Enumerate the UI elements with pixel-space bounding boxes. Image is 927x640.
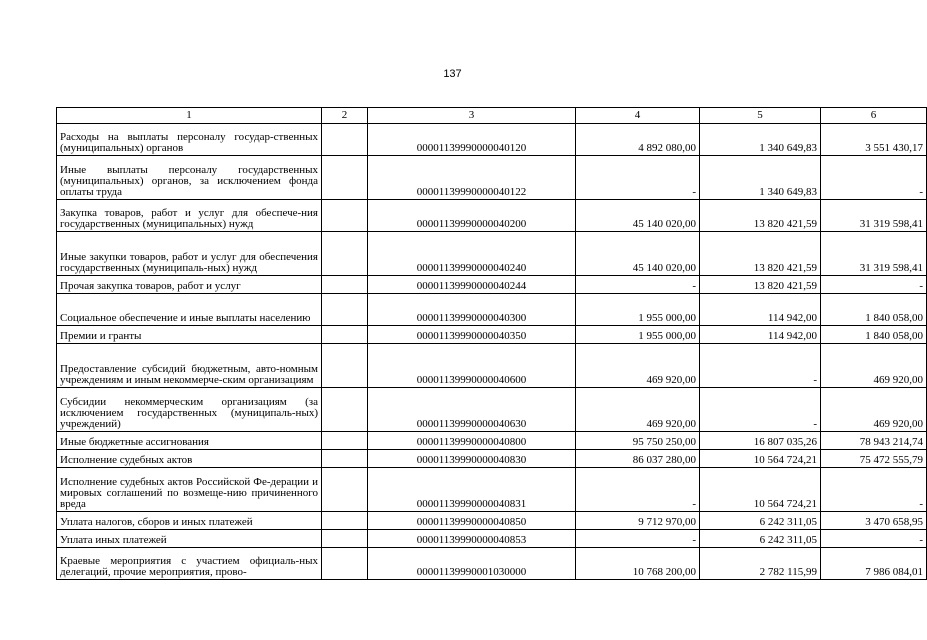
row-name-cell: Социальное обеспечение и иные выплаты населению xyxy=(57,294,322,326)
row-col2-cell xyxy=(322,326,368,344)
header-cell: 4 xyxy=(576,108,700,124)
row-planned-cell: 1 955 000,00 xyxy=(576,294,700,326)
row-code-cell: 00001139990000040600 xyxy=(368,344,576,388)
header-row xyxy=(57,108,927,124)
row-col2-cell xyxy=(322,294,368,326)
row-remaining-cell: 469 920,00 xyxy=(821,344,927,388)
row-code-cell: 00001139990000040830 xyxy=(368,450,576,468)
row-code-cell: 00001139990000040122 xyxy=(368,156,576,200)
header-cell: 1 xyxy=(57,108,322,124)
row-planned-cell: 45 140 020,00 xyxy=(576,200,700,232)
row-remaining-cell: - xyxy=(821,156,927,200)
row-code-cell: 00001139990000040244 xyxy=(368,276,576,294)
row-name-cell: Расходы на выплаты персоналу государ-ственных (муниципальных) органов xyxy=(57,124,322,156)
table-row xyxy=(57,548,927,580)
table-row xyxy=(57,432,927,450)
row-executed-cell: 1 340 649,83 xyxy=(700,124,821,156)
row-code-cell: 00001139990000040200 xyxy=(368,200,576,232)
row-executed-cell: 6 242 311,05 xyxy=(700,530,821,548)
table-row xyxy=(57,344,927,388)
row-planned-cell: 95 750 250,00 xyxy=(576,432,700,450)
row-code-cell: 00001139990000040630 xyxy=(368,388,576,432)
row-planned-cell: 4 892 080,00 xyxy=(576,124,700,156)
row-executed-cell: - xyxy=(700,388,821,432)
row-name-cell: Исполнение судебных актов xyxy=(57,450,322,468)
row-name-cell: Премии и гранты xyxy=(57,326,322,344)
row-col2-cell xyxy=(322,124,368,156)
table-row xyxy=(57,450,927,468)
row-col2-cell xyxy=(322,156,368,200)
table-row xyxy=(57,156,927,200)
row-name-cell: Уплата налогов, сборов и иных платежей xyxy=(57,512,322,530)
row-code-cell: 00001139990001030000 xyxy=(368,548,576,580)
row-col2-cell xyxy=(322,530,368,548)
row-executed-cell: - xyxy=(700,344,821,388)
table-row xyxy=(57,326,927,344)
row-planned-cell: 469 920,00 xyxy=(576,344,700,388)
row-code-cell: 00001139990000040831 xyxy=(368,468,576,512)
row-col2-cell xyxy=(322,548,368,580)
row-executed-cell: 13 820 421,59 xyxy=(700,200,821,232)
row-remaining-cell: 3 551 430,17 xyxy=(821,124,927,156)
header-cell: 3 xyxy=(368,108,576,124)
table-row xyxy=(57,468,927,512)
row-col2-cell xyxy=(322,232,368,276)
row-remaining-cell: 3 470 658,95 xyxy=(821,512,927,530)
row-executed-cell: 6 242 311,05 xyxy=(700,512,821,530)
row-executed-cell: 13 820 421,59 xyxy=(700,232,821,276)
row-code-cell: 00001139990000040300 xyxy=(368,294,576,326)
row-remaining-cell: - xyxy=(821,276,927,294)
table-row xyxy=(57,294,927,326)
row-executed-cell: 10 564 724,21 xyxy=(700,468,821,512)
row-executed-cell: 16 807 035,26 xyxy=(700,432,821,450)
row-code-cell: 00001139990000040850 xyxy=(368,512,576,530)
row-col2-cell xyxy=(322,468,368,512)
row-remaining-cell: - xyxy=(821,468,927,512)
row-planned-cell: 1 955 000,00 xyxy=(576,326,700,344)
row-planned-cell: 86 037 280,00 xyxy=(576,450,700,468)
row-name-cell: Предоставление субсидий бюджетным, авто-номным учреждениям и иным некоммерче-ским организациям xyxy=(57,344,322,388)
row-name-cell: Краевые мероприятия с участием официаль-ных делегаций, прочие мероприятия, прово- xyxy=(57,548,322,580)
row-code-cell: 00001139990000040240 xyxy=(368,232,576,276)
row-code-cell: 00001139990000040120 xyxy=(368,124,576,156)
row-planned-cell: - xyxy=(576,156,700,200)
table-row xyxy=(57,232,927,276)
row-planned-cell: - xyxy=(576,530,700,548)
row-code-cell: 00001139990000040350 xyxy=(368,326,576,344)
row-remaining-cell: 75 472 555,79 xyxy=(821,450,927,468)
row-remaining-cell: 1 840 058,00 xyxy=(821,326,927,344)
header-cell: 5 xyxy=(700,108,821,124)
row-name-cell: Исполнение судебных актов Российской Фе-дерации и мировых соглашений по возмеще-нию причиненного вреда xyxy=(57,468,322,512)
row-remaining-cell: 1 840 058,00 xyxy=(821,294,927,326)
row-name-cell: Прочая закупка товаров, работ и услуг xyxy=(57,276,322,294)
row-col2-cell xyxy=(322,276,368,294)
row-col2-cell xyxy=(322,388,368,432)
table-row xyxy=(57,530,927,548)
row-planned-cell: - xyxy=(576,468,700,512)
row-planned-cell: - xyxy=(576,276,700,294)
row-planned-cell: 10 768 200,00 xyxy=(576,548,700,580)
row-remaining-cell: 31 319 598,41 xyxy=(821,232,927,276)
row-remaining-cell: 31 319 598,41 xyxy=(821,200,927,232)
row-name-cell: Субсидии некоммерческим организациям (за исключением государственных (муниципаль-ных) учреждений) xyxy=(57,388,322,432)
row-name-cell: Закупка товаров, работ и услуг для обеспече-ния государственных (муниципальных) нужд xyxy=(57,200,322,232)
row-name-cell: Уплата иных платежей xyxy=(57,530,322,548)
page-number: 137 xyxy=(443,68,462,80)
row-remaining-cell: - xyxy=(821,530,927,548)
row-col2-cell xyxy=(322,344,368,388)
table-row xyxy=(57,124,927,156)
table-row xyxy=(57,276,927,294)
header-cell: 6 xyxy=(821,108,927,124)
row-code-cell: 00001139990000040853 xyxy=(368,530,576,548)
row-name-cell: Иные бюджетные ассигнования xyxy=(57,432,322,450)
table-row xyxy=(57,512,927,530)
row-col2-cell xyxy=(322,200,368,232)
row-remaining-cell: 7 986 084,01 xyxy=(821,548,927,580)
row-col2-cell xyxy=(322,450,368,468)
row-remaining-cell: 78 943 214,74 xyxy=(821,432,927,450)
row-executed-cell: 1 340 649,83 xyxy=(700,156,821,200)
table-row xyxy=(57,200,927,232)
row-executed-cell: 114 942,00 xyxy=(700,326,821,344)
row-remaining-cell: 469 920,00 xyxy=(821,388,927,432)
header-cell: 2 xyxy=(322,108,368,124)
row-planned-cell: 469 920,00 xyxy=(576,388,700,432)
row-name-cell: Иные выплаты персоналу государственных (муниципальных) органов, за исключением фонда оплаты труда xyxy=(57,156,322,200)
row-code-cell: 00001139990000040800 xyxy=(368,432,576,450)
row-executed-cell: 10 564 724,21 xyxy=(700,450,821,468)
row-executed-cell: 114 942,00 xyxy=(700,294,821,326)
row-name-cell: Иные закупки товаров, работ и услуг для обеспечения государственных (муниципаль-ных) нужд xyxy=(57,232,322,276)
budget-table xyxy=(56,107,927,580)
row-executed-cell: 13 820 421,59 xyxy=(700,276,821,294)
row-planned-cell: 45 140 020,00 xyxy=(576,232,700,276)
row-executed-cell: 2 782 115,99 xyxy=(700,548,821,580)
table-row xyxy=(57,388,927,432)
row-planned-cell: 9 712 970,00 xyxy=(576,512,700,530)
row-col2-cell xyxy=(322,512,368,530)
row-col2-cell xyxy=(322,432,368,450)
